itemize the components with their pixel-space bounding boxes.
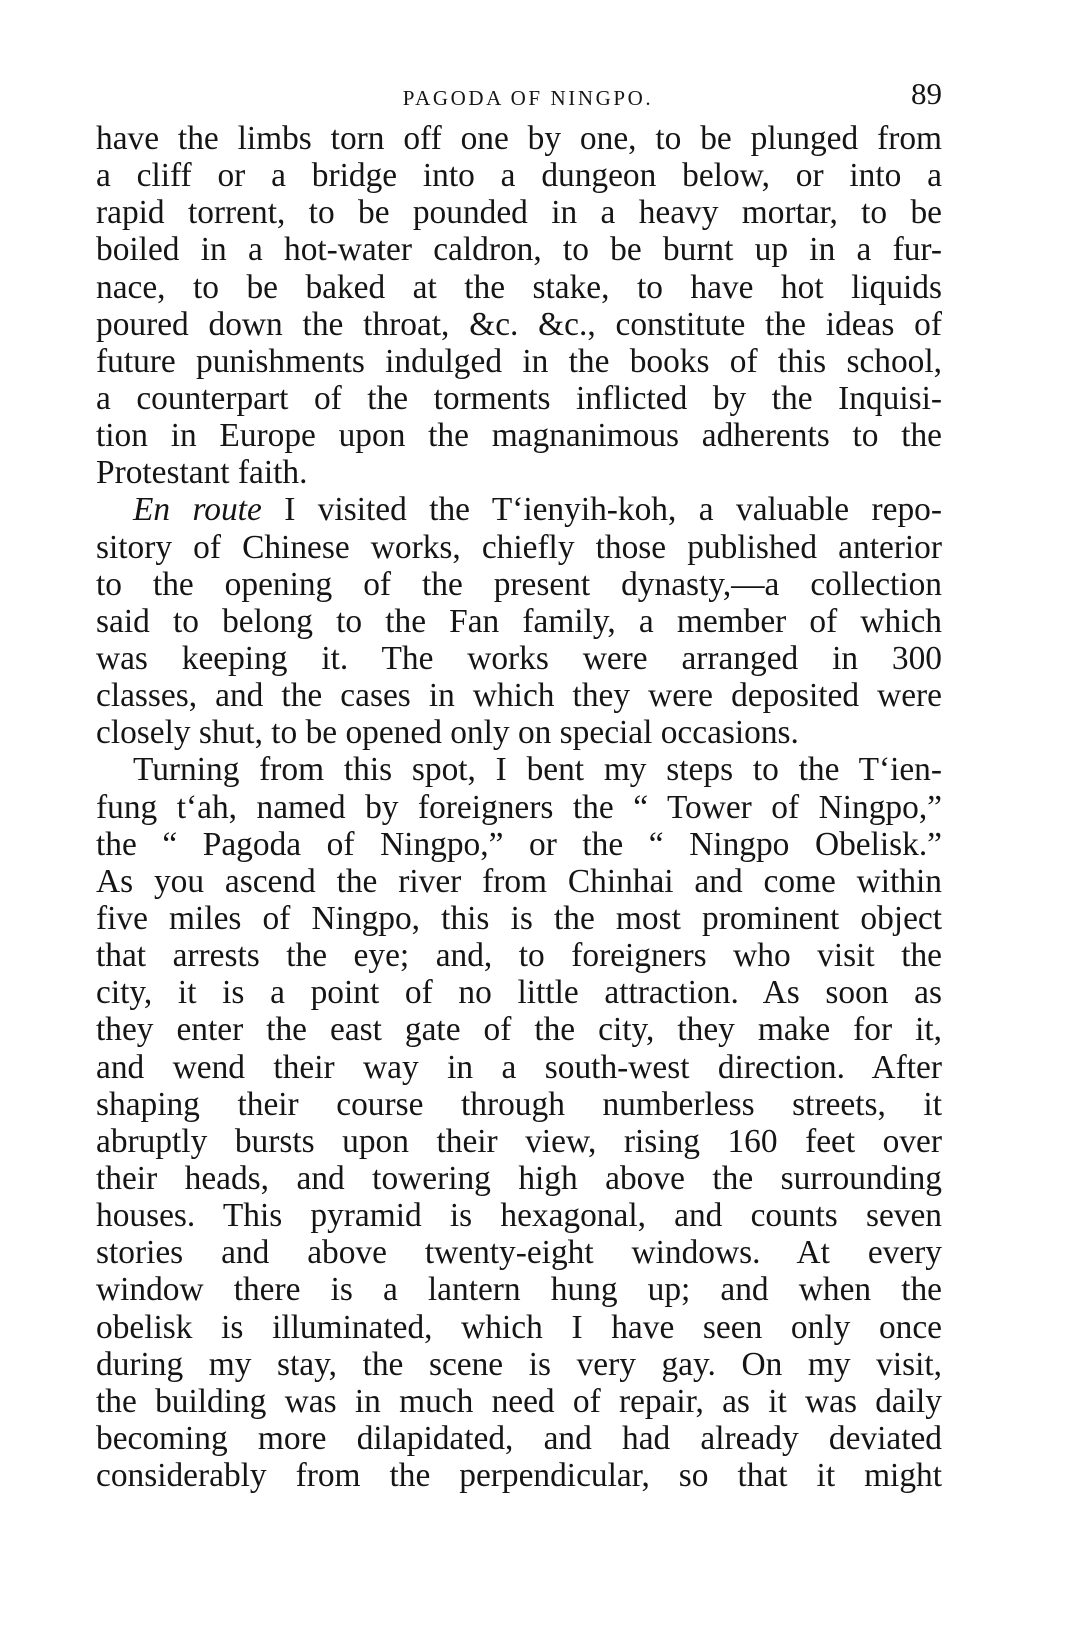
text-line: the “ Pagoda of Ningpo,” or the “ Ningpo Obelisk.”	[96, 825, 942, 863]
text-line: becoming more dilapidated, and had already deviated	[96, 1419, 942, 1457]
text-line: that arrests the eye; and, to foreigners who visit the	[96, 937, 942, 975]
running-head	[96, 70, 942, 120]
text-line: houses. This pyramid is hexagonal, and counts seven	[96, 1197, 942, 1235]
text-line: five miles of Ningpo, this is the most prominent object	[96, 899, 942, 937]
text-line: said to belong to the Fan family, a member of which	[96, 602, 942, 640]
text-line: the building was in much need of repair, as it was daily	[96, 1382, 942, 1420]
text-line: was keeping it. The works were arranged in 300	[96, 639, 942, 677]
text-line: poured down the throat, &c. &c., constitute the ideas of	[96, 305, 942, 343]
paragraph-start-line: Turning from this spot, I bent my steps to the T‘ien-	[133, 751, 942, 789]
text-line: have the limbs torn off one by one, to be plunged from	[96, 120, 942, 157]
page-number: 89	[911, 76, 942, 111]
text-line: their heads, and towering high above the surrounding	[96, 1159, 942, 1197]
text-line: rapid torrent, to be pounded in a heavy mortar, to be	[96, 194, 942, 232]
text-line: city, it is a point of no little attraction. As soon as	[96, 974, 942, 1012]
text-line: window there is a lantern hung up; and when the	[96, 1271, 942, 1309]
text-line: considerably from the perpendicular, so that it might	[96, 1457, 942, 1495]
text-line: future punishments indulged in the books of this school,	[96, 342, 942, 380]
text-line: abruptly bursts upon their view, rising 160 feet over	[96, 1122, 942, 1160]
text-line: fung t‘ah, named by foreigners the “ Tower of Ningpo,”	[96, 788, 942, 826]
text-line: during my stay, the scene is very gay. On my visit,	[96, 1345, 942, 1383]
text-line: sitory of Chinese works, chiefly those published anterior	[96, 528, 942, 566]
text-line: to the opening of the present dynasty,—a collection	[96, 565, 942, 603]
text-line: nace, to be baked at the stake, to have hot liquids	[96, 268, 942, 306]
book-page	[96, 70, 942, 1494]
text-line: classes, and the cases in which they were deposited were	[96, 677, 942, 715]
text-line: and wend their way in a south-west direction. After	[96, 1048, 942, 1086]
text-run: I visited the T‘ienyih-koh, a valuable repo-	[261, 491, 942, 529]
text-line: they enter the east gate of the city, they make for it,	[96, 1011, 942, 1049]
paragraph-end-line: Protestant faith.	[96, 454, 308, 492]
text-line: obelisk is illuminated, which I have seen only once	[96, 1308, 942, 1346]
paragraph-end-line: closely shut, to be opened only on special occasions.	[96, 714, 799, 752]
text-line: stories and above twenty-eight windows. At every	[96, 1234, 942, 1272]
italic-phrase: En route	[133, 491, 262, 529]
text-line: As you ascend the river from Chinhai and come within	[96, 862, 942, 900]
text-line: tion in Europe upon the magnanimous adherents to the	[96, 417, 942, 455]
text-line: shaping their course through numberless streets, it	[96, 1085, 942, 1123]
text-line: a counterpart of the torments inflicted by the Inquisi-	[96, 379, 942, 417]
running-title: PAGODA OF NINGPO.	[402, 86, 654, 110]
text-line: boiled in a hot-water caldron, to be burnt up in a fur-	[96, 231, 942, 269]
body-text	[96, 120, 942, 1494]
text-line: a cliff or a bridge into a dungeon below, or into a	[96, 157, 942, 195]
paragraph-start-line	[96, 491, 942, 528]
